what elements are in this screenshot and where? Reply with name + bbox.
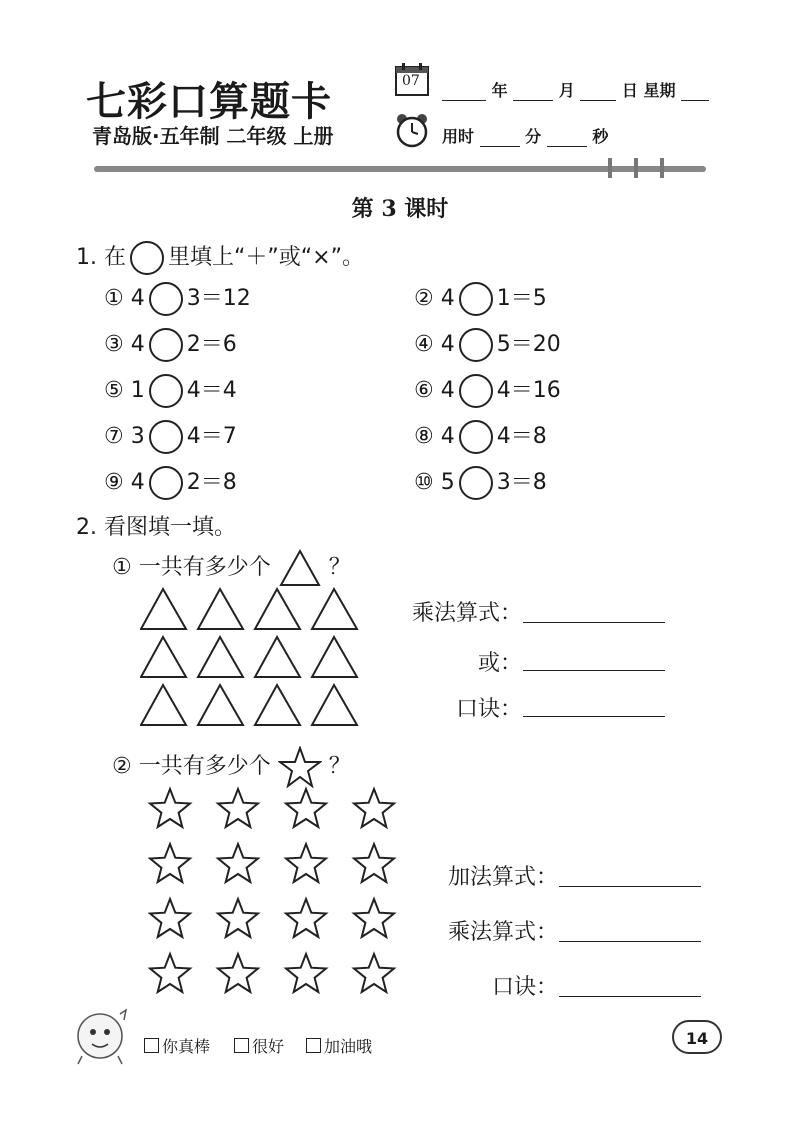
star-shape [286, 844, 326, 882]
part2-answer-line-1[interactable] [559, 886, 701, 887]
operator-blank-circle[interactable] [149, 420, 183, 454]
equation-item [414, 371, 561, 411]
part2-prompt-end: ？ [328, 754, 351, 779]
year-label: 年 [491, 81, 508, 100]
calendar-day: 07 [402, 73, 420, 89]
item-number: ② [414, 286, 434, 311]
star-shape [354, 954, 394, 992]
triangle-shape [312, 685, 357, 725]
part1-prompt-end: ？ [328, 555, 351, 580]
part2-label-rhyme: 口诀： [491, 975, 558, 1000]
weekday-label: 星期 [643, 81, 676, 100]
minutes-blank[interactable] [480, 130, 520, 147]
divider-pin [608, 158, 612, 178]
right-side: 2＝8 [186, 470, 237, 495]
triangle-shape [198, 589, 243, 629]
equation-item [104, 325, 237, 365]
operator-blank-circle[interactable] [459, 420, 493, 454]
star-shape [218, 899, 258, 937]
day-blank[interactable] [580, 84, 616, 101]
rating-keep-going-label: 加油哦 [324, 1037, 373, 1056]
part1-prompt-start: ① 一共有多少个 [112, 555, 271, 580]
q1-prompt [76, 240, 364, 275]
left-operand: 5 [440, 470, 455, 495]
checkbox-icon [144, 1038, 159, 1053]
q2-part1-prompt [112, 548, 351, 588]
part2-answer-line-2[interactable] [559, 941, 701, 942]
star-shape [150, 899, 190, 937]
triangle-icon [278, 548, 322, 588]
day-label: 日 [621, 81, 638, 100]
rating-keep-going[interactable] [306, 1034, 372, 1057]
rating-great-label: 你真棒 [162, 1037, 211, 1056]
item-number: ③ [104, 332, 124, 357]
part2-answer-line-3[interactable] [559, 996, 701, 997]
left-operand: 1 [130, 378, 145, 403]
right-side: 5＝20 [496, 332, 561, 357]
seconds-label: 秒 [592, 127, 609, 146]
triangle-shape [141, 637, 186, 677]
edition-label: 青岛版·五年制 二年级 上册 [92, 124, 334, 148]
q1-prompt-start: 1. 在 [76, 245, 126, 270]
triangle-shape [312, 589, 357, 629]
equation-item [104, 279, 251, 319]
equation-item [104, 463, 237, 503]
equation-item [414, 417, 547, 457]
item-number: ⑥ [414, 378, 434, 403]
year-blank[interactable] [442, 84, 486, 101]
operator-blank-circle[interactable] [149, 328, 183, 362]
right-side: 1＝5 [496, 286, 547, 311]
left-operand: 4 [440, 378, 455, 403]
right-side: 4＝8 [496, 424, 547, 449]
time-label: 用时 [442, 127, 475, 146]
triangle-shape [255, 589, 300, 629]
checkbox-icon [234, 1038, 249, 1053]
divider-pin [634, 158, 638, 178]
minutes-label: 分 [525, 127, 542, 146]
star-shape [354, 899, 394, 937]
part1-answer-line-2[interactable] [523, 670, 665, 671]
equation-item [414, 325, 561, 365]
brand-title: 七彩口算题卡 [86, 78, 332, 125]
star-shape [218, 789, 258, 827]
right-side: 4＝4 [186, 378, 237, 403]
left-operand: 4 [130, 332, 145, 357]
equation-item [104, 371, 237, 411]
page-number: 14 [672, 1020, 722, 1054]
left-operand: 4 [130, 470, 145, 495]
equation-item [414, 463, 547, 503]
alarm-clock-icon [394, 112, 430, 148]
date-fields [442, 78, 709, 101]
equation-item [104, 417, 237, 457]
left-operand: 4 [130, 286, 145, 311]
item-number: ⑦ [104, 424, 124, 449]
operator-blank-circle[interactable] [459, 374, 493, 408]
left-operand: 3 [130, 424, 145, 449]
part2-label-addition: 加法算式： [447, 865, 558, 890]
part1-label-multiplication: 乘法算式： [411, 601, 522, 626]
triangle-shape [198, 685, 243, 725]
star-shape [286, 899, 326, 937]
operator-blank-circle[interactable] [459, 466, 493, 500]
header-divider [94, 166, 706, 172]
blank-circle-icon [130, 241, 164, 275]
triangle-grid [140, 585, 372, 731]
triangle-shape [255, 637, 300, 677]
right-side: 3＝8 [496, 470, 547, 495]
star-shape [150, 954, 190, 992]
item-number: ④ [414, 332, 434, 357]
item-number: ⑧ [414, 424, 434, 449]
star-icon [278, 746, 322, 788]
divider-pin [660, 158, 664, 178]
month-label: 月 [558, 81, 575, 100]
triangle-shape [141, 589, 186, 629]
q1-prompt-end: 里填上“＋”或“×”。 [167, 245, 365, 270]
part1-answer-line-1[interactable] [523, 622, 665, 623]
star-grid [148, 786, 400, 1000]
right-side: 2＝6 [186, 332, 237, 357]
seconds-blank[interactable] [547, 130, 587, 147]
triangle-shape [141, 685, 186, 725]
month-blank[interactable] [513, 84, 553, 101]
part1-label-rhyme: 口诀： [455, 697, 522, 722]
triangle-shape [312, 637, 357, 677]
triangle-shape [255, 685, 300, 725]
q2-part2-prompt [112, 746, 351, 788]
left-operand: 4 [440, 286, 455, 311]
star-shape [150, 789, 190, 827]
star-shape [286, 789, 326, 827]
star-shape [150, 844, 190, 882]
operator-blank-circle[interactable] [149, 374, 183, 408]
left-operand: 4 [440, 332, 455, 357]
left-operand: 4 [440, 424, 455, 449]
star-shape [354, 789, 394, 827]
item-number: ① [104, 286, 124, 311]
item-number: ⑩ [414, 470, 434, 495]
checkbox-icon [306, 1038, 321, 1053]
triangle-shape [198, 637, 243, 677]
item-number: ⑤ [104, 378, 124, 403]
lesson-title: 第 3 课时 [351, 196, 449, 222]
star-shape [286, 954, 326, 992]
part1-label-or: 或： [477, 651, 522, 676]
part1-answer-line-3[interactable] [523, 716, 665, 717]
right-side: 4＝16 [496, 378, 561, 403]
operator-blank-circle[interactable] [149, 282, 183, 316]
item-number: ⑨ [104, 470, 124, 495]
rating-good-label: 很好 [252, 1037, 285, 1056]
operator-blank-circle[interactable] [149, 466, 183, 500]
q2-prompt: 2. 看图填一填。 [76, 515, 236, 540]
rating-good[interactable] [234, 1034, 284, 1057]
rating-great[interactable] [144, 1034, 210, 1057]
equation-item [414, 279, 547, 319]
star-shape [354, 844, 394, 882]
operator-blank-circle[interactable] [459, 282, 493, 316]
right-side: 3＝12 [186, 286, 251, 311]
part2-label-multiplication: 乘法算式： [447, 920, 558, 945]
part2-prompt-start: ② 一共有多少个 [112, 754, 271, 779]
mascot-icon [70, 1006, 134, 1068]
time-fields [442, 124, 608, 147]
star-shape [218, 954, 258, 992]
operator-blank-circle[interactable] [459, 328, 493, 362]
weekday-blank[interactable] [681, 84, 709, 101]
star-shape [218, 844, 258, 882]
right-side: 4＝7 [186, 424, 237, 449]
